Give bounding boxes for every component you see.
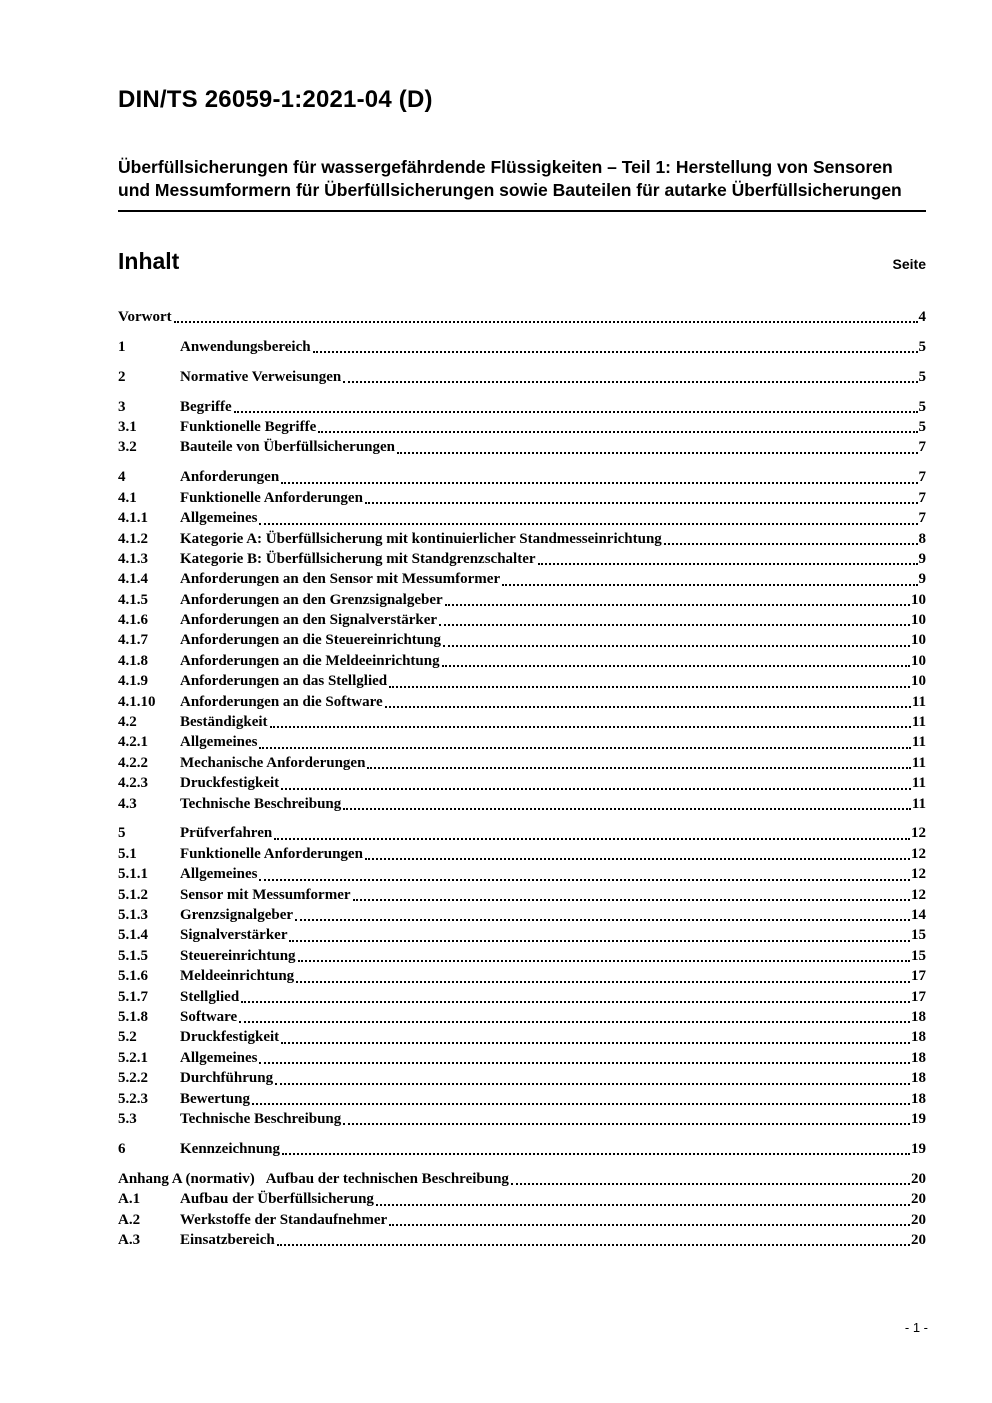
- toc-entry-page: 5: [918, 368, 926, 385]
- toc-entry[interactable]: [118, 417, 926, 437]
- toc-entry-number: 4.1.7: [118, 632, 148, 649]
- toc-entry[interactable]: [118, 1089, 926, 1109]
- toc-entry-page: 11: [911, 795, 926, 812]
- toc-group: [118, 307, 926, 327]
- toc-dot-leader: [281, 1042, 910, 1044]
- toc-entry-page: 10: [911, 632, 926, 649]
- toc-dot-leader: [365, 858, 910, 860]
- toc-entry[interactable]: [118, 1007, 926, 1027]
- toc-entry[interactable]: [118, 367, 926, 387]
- toc-entry-page: 7: [918, 489, 926, 506]
- toc-dot-leader: [439, 624, 910, 626]
- toc-entry[interactable]: [118, 467, 926, 487]
- toc-dot-leader: [289, 940, 910, 942]
- toc-entry-label: Durchführung: [180, 1070, 274, 1087]
- toc-group: [118, 397, 926, 458]
- toc-entry-number: Anhang A (normativ): [118, 1170, 255, 1187]
- toc-entry[interactable]: [118, 1048, 926, 1068]
- toc-entry[interactable]: [118, 1169, 926, 1189]
- toc-entry-number: 4.1.10: [118, 693, 156, 710]
- toc-entry[interactable]: [118, 732, 926, 752]
- toc-entry[interactable]: [118, 529, 926, 549]
- toc-dot-leader: [281, 788, 911, 790]
- toc-entry-label: Anforderungen an die Meldeeinrichtung: [180, 652, 440, 669]
- toc-entry-number: 5.1.3: [118, 907, 148, 924]
- toc-entry[interactable]: [118, 925, 926, 945]
- document-number-heading: DIN/TS 26059-1:2021-04 (D): [118, 86, 433, 113]
- toc-entry-label: Einsatzbereich: [180, 1231, 275, 1248]
- toc-entry-label: Signalverstärker: [180, 927, 288, 944]
- toc-entry-number: 4.2.2: [118, 754, 148, 771]
- toc-dot-leader: [275, 1083, 910, 1085]
- document-page: [118, 0, 926, 1250]
- toc-entry-number: 3.2: [118, 439, 137, 456]
- toc-entry-number: A.2: [118, 1211, 141, 1228]
- toc-dot-leader: [343, 381, 917, 383]
- toc-dot-leader: [295, 919, 910, 921]
- toc-entry-label: Vorwort: [118, 309, 172, 325]
- toc-entry-page: 19: [911, 1140, 926, 1157]
- toc-entry-page: 20: [911, 1191, 926, 1208]
- toc-entry-number: 5.1: [118, 845, 137, 862]
- toc-entry[interactable]: [118, 1027, 926, 1047]
- toc-entry-page: 11: [911, 693, 926, 710]
- toc-entry-page: 17: [911, 988, 926, 1005]
- toc-dot-leader: [318, 431, 917, 433]
- footer-page-number: - 1 -: [904, 1320, 928, 1335]
- toc-entry-label: Mechanische Anforderungen: [180, 754, 366, 771]
- toc-group: [118, 1169, 926, 1251]
- toc-dot-leader: [343, 1123, 910, 1125]
- toc-entry-label: Grenzsignalgeber: [180, 907, 294, 924]
- toc-entry-page: 11: [911, 775, 926, 792]
- toc-dot-leader: [313, 351, 918, 353]
- toc-entry-label: Sensor mit Messumformer: [180, 886, 351, 903]
- toc-dot-leader: [281, 482, 917, 484]
- toc-entry-page: 11: [911, 754, 926, 771]
- toc-entry-page: 12: [911, 866, 926, 883]
- toc-entry-page: 5: [918, 419, 926, 436]
- toc-dot-leader: [241, 1001, 910, 1003]
- toc-entry-label: Allgemeines: [180, 866, 258, 883]
- toc-entry-number: 4.2: [118, 714, 137, 731]
- toc-dot-leader: [343, 808, 911, 810]
- toc-entry[interactable]: [118, 508, 926, 528]
- toc-entry-number: 4.1.1: [118, 510, 148, 527]
- toc-entry[interactable]: [118, 966, 926, 986]
- toc-entry-label: Prüfverfahren: [180, 825, 273, 842]
- toc-group: [118, 367, 926, 387]
- toc-entry-label: Funktionelle Begriffe: [180, 419, 317, 436]
- toc-entry-label: Beständigkeit: [180, 714, 268, 731]
- toc-entry-label: Bauteile von Überfüllsicherungen: [180, 439, 396, 456]
- toc-entry[interactable]: [118, 488, 926, 508]
- toc-entry-number: 5.1.5: [118, 947, 148, 964]
- toc-entry-page: 12: [911, 845, 926, 862]
- toc-dot-leader: [259, 747, 910, 749]
- toc-entry[interactable]: [118, 864, 926, 884]
- toc-entry-label: Anforderungen an den Grenzsignalgeber: [180, 591, 443, 608]
- toc-entry[interactable]: [118, 671, 926, 691]
- toc-entry-page: 20: [911, 1211, 926, 1228]
- toc-entry-page: 19: [911, 1110, 926, 1127]
- toc-entry-page: 18: [911, 1049, 926, 1066]
- toc-entry-label: Allgemeines: [180, 1049, 258, 1066]
- toc-entry-label: Funktionelle Anforderungen: [180, 489, 363, 506]
- toc-entry[interactable]: [118, 397, 926, 417]
- toc-entry-label: Software: [180, 1009, 238, 1025]
- toc-entry-label: Anforderungen an die Steuereinrichtung: [180, 632, 441, 649]
- toc-entry-label: Bewertung: [180, 1090, 250, 1107]
- toc-heading: Inhalt: [118, 248, 180, 274]
- toc-entry-number: 5.1.8: [118, 1009, 148, 1025]
- toc-entry[interactable]: [118, 1068, 926, 1088]
- toc-entry-page: 15: [911, 927, 926, 944]
- toc-entry-page: 10: [911, 673, 926, 690]
- toc-entry-number: 4.1.8: [118, 652, 148, 669]
- toc-entry-number: 5: [118, 825, 126, 842]
- toc-entry-number: 4: [118, 469, 126, 486]
- toc-entry-page: 12: [911, 825, 926, 842]
- toc-group: [118, 467, 926, 814]
- toc-entry-page: 8: [918, 530, 926, 547]
- toc-entry-label: Kategorie B: Überfüllsicherung mit Standgrenzschalter: [180, 550, 536, 567]
- toc-dot-leader: [353, 899, 910, 901]
- toc-entry-number: 1: [118, 338, 126, 355]
- toc-entry[interactable]: [118, 651, 926, 671]
- toc-dot-leader: [664, 543, 918, 545]
- toc-entry[interactable]: [118, 1210, 926, 1230]
- toc-dot-leader: [376, 1204, 910, 1206]
- toc-entry[interactable]: [118, 569, 926, 589]
- toc-entry-number: 5.2.1: [118, 1049, 148, 1066]
- toc-entry[interactable]: [118, 630, 926, 650]
- toc-entry[interactable]: [118, 946, 926, 966]
- toc-entry-number: 5.2.2: [118, 1070, 148, 1087]
- toc-entry-page: 18: [911, 1070, 926, 1087]
- toc-entry-label: Druckfestigkeit: [180, 1029, 280, 1046]
- toc-dot-leader: [239, 1021, 910, 1023]
- toc-entry-label: Aufbau der technischen Beschreibung: [265, 1170, 509, 1187]
- toc-entry-label: Aufbau der Überfüllsicherung: [180, 1191, 374, 1208]
- toc-entry[interactable]: [118, 610, 926, 630]
- toc-group: [118, 1139, 926, 1159]
- toc-dot-leader: [298, 960, 910, 962]
- toc-entry[interactable]: [118, 712, 926, 732]
- toc-dot-leader: [367, 767, 910, 769]
- toc-entry-page: 12: [911, 886, 926, 903]
- toc-entry-label: Anforderungen an den Signalverstärker: [180, 612, 438, 629]
- toc-entry-page: 15: [911, 947, 926, 964]
- toc-entry-page: 7: [918, 469, 926, 486]
- toc-entry-page: 5: [918, 398, 926, 415]
- toc-dot-leader: [385, 706, 911, 708]
- toc-entry-label: Kennzeichnung: [180, 1140, 281, 1157]
- toc-entry-number: 5.1.1: [118, 866, 148, 883]
- toc-dot-leader: [277, 1244, 910, 1246]
- toc-entry[interactable]: [118, 844, 926, 864]
- toc-entry-number: 4.2.3: [118, 775, 148, 792]
- toc-entry-label: Werkstoffe der Standaufnehmer: [180, 1211, 388, 1228]
- toc-entry-label: Begriffe: [180, 398, 232, 415]
- toc-entry-number: 6: [118, 1140, 126, 1157]
- toc-entry-page: 18: [911, 1029, 926, 1046]
- toc-entry[interactable]: [118, 823, 926, 843]
- toc-entry-label: Meldeeinrichtung: [180, 968, 295, 985]
- toc-entry-number: 3.1: [118, 419, 137, 436]
- toc-entry-label: Anforderungen an die Software: [180, 693, 383, 710]
- toc: [118, 307, 926, 1250]
- toc-entry-number: 4.1.3: [118, 550, 148, 567]
- toc-entry-label: Technische Beschreibung: [180, 795, 342, 812]
- toc-entry-number: 5.1.6: [118, 968, 148, 985]
- document-title: Überfüllsicherungen für wassergefährdende Flüssigkeiten – Teil 1: Herstellung von Sensoren und Messumformern für Überfüllsicherungen sowie Bauteilen für autarke Überfüllsicherungen: [118, 156, 926, 212]
- toc-entry-number: 5.2.3: [118, 1090, 148, 1107]
- toc-entry-number: 5.1.4: [118, 927, 148, 944]
- toc-entry-label: Technische Beschreibung: [180, 1110, 342, 1127]
- toc-entry-number: 3: [118, 398, 126, 415]
- toc-entry-label: Allgemeines: [180, 734, 258, 751]
- toc-dot-leader: [443, 645, 910, 647]
- toc-entry-label: Anwendungsbereich: [180, 338, 311, 355]
- toc-entry-number: 4.1.6: [118, 612, 148, 629]
- toc-entry-number: 4.2.1: [118, 734, 148, 751]
- toc-entry-label: Funktionelle Anforderungen: [180, 845, 363, 862]
- toc-entry[interactable]: [118, 590, 926, 610]
- toc-dot-leader: [442, 665, 910, 667]
- toc-entry[interactable]: [118, 885, 926, 905]
- toc-entry[interactable]: [118, 773, 926, 793]
- toc-entry-number: 4.1.5: [118, 591, 148, 608]
- toc-header: [118, 248, 926, 275]
- toc-dot-leader: [274, 838, 910, 840]
- toc-entry-label: Normative Verweisungen: [180, 368, 342, 385]
- toc-entry-label: Anforderungen an den Sensor mit Messumformer: [180, 571, 501, 588]
- toc-entry[interactable]: [118, 1189, 926, 1209]
- toc-page-column-label: Seite: [892, 256, 926, 272]
- toc-entry-page: 18: [911, 1009, 926, 1025]
- toc-entry-number: 5.1.7: [118, 988, 148, 1005]
- toc-group: [118, 823, 926, 1129]
- toc-entry-page: 11: [911, 714, 926, 731]
- toc-entry-page: 14: [911, 907, 926, 924]
- toc-dot-leader: [270, 726, 911, 728]
- toc-dot-leader: [445, 604, 910, 606]
- toc-entry-page: 10: [911, 612, 926, 629]
- toc-entry[interactable]: [118, 692, 926, 712]
- toc-entry-label: Anforderungen an das Stellglied: [180, 673, 388, 690]
- toc-entry-number: 4.1.9: [118, 673, 148, 690]
- toc-dot-leader: [174, 321, 918, 323]
- toc-dot-leader: [502, 584, 917, 586]
- toc-entry[interactable]: [118, 905, 926, 925]
- toc-dot-leader: [259, 879, 910, 881]
- toc-entry-page: 20: [911, 1170, 926, 1187]
- toc-dot-leader: [365, 502, 918, 504]
- toc-dot-leader: [389, 686, 910, 688]
- toc-entry-label: Anforderungen: [180, 469, 280, 486]
- toc-entry-number: 5.3: [118, 1110, 137, 1127]
- toc-entry-page: 10: [911, 652, 926, 669]
- toc-entry-label: Steuereinrichtung: [180, 947, 296, 964]
- toc-entry-page: 9: [918, 571, 926, 588]
- toc-entry-page: 11: [911, 734, 926, 751]
- toc-entry-page: 18: [911, 1090, 926, 1107]
- toc-group: [118, 337, 926, 357]
- toc-dot-leader: [397, 452, 917, 454]
- toc-entry-page: 9: [918, 550, 926, 567]
- toc-entry[interactable]: [118, 307, 926, 327]
- toc-entry-number: 4.1.2: [118, 530, 148, 547]
- toc-entry-page: 10: [911, 591, 926, 608]
- toc-entry[interactable]: [118, 753, 926, 773]
- toc-entry[interactable]: [118, 987, 926, 1007]
- toc-dot-leader: [252, 1103, 910, 1105]
- toc-entry[interactable]: [118, 1109, 926, 1129]
- toc-entry-label: Kategorie A: Überfüllsicherung mit kontinuierlicher Standmesseinrichtung: [180, 530, 662, 547]
- toc-entry[interactable]: [118, 1230, 926, 1250]
- toc-entry-number: A.1: [118, 1191, 141, 1208]
- toc-dot-leader: [259, 523, 917, 525]
- toc-entry[interactable]: [118, 337, 926, 357]
- toc-dot-leader: [511, 1183, 910, 1185]
- toc-entry-number: 4.1: [118, 489, 137, 506]
- toc-entry-page: 4: [918, 309, 926, 325]
- toc-entry-number: 5.2: [118, 1029, 137, 1046]
- toc-entry-label: Druckfestigkeit: [180, 775, 280, 792]
- toc-entry-label: Stellglied: [180, 988, 240, 1005]
- toc-entry-page: 7: [918, 439, 926, 456]
- toc-dot-leader: [538, 563, 918, 565]
- toc-dot-leader: [282, 1153, 910, 1155]
- toc-entry-page: 17: [911, 968, 926, 985]
- toc-dot-leader: [259, 1062, 910, 1064]
- toc-entry[interactable]: [118, 794, 926, 814]
- toc-entry-number: 4.3: [118, 795, 137, 812]
- toc-entry[interactable]: [118, 437, 926, 457]
- toc-dot-leader: [234, 411, 918, 413]
- toc-entry[interactable]: [118, 549, 926, 569]
- toc-entry-page: 7: [918, 510, 926, 527]
- toc-entry-page: 20: [911, 1231, 926, 1248]
- toc-dot-leader: [389, 1224, 910, 1226]
- toc-entry-page: 5: [918, 338, 926, 355]
- toc-entry-number: A.3: [118, 1231, 141, 1248]
- toc-dot-leader: [296, 981, 910, 983]
- toc-entry-number: 2: [118, 368, 126, 385]
- toc-entry[interactable]: [118, 1139, 926, 1159]
- toc-entry-number: 4.1.4: [118, 571, 148, 588]
- toc-entry-number: 5.1.2: [118, 886, 148, 903]
- toc-entry-label: Allgemeines: [180, 510, 258, 527]
